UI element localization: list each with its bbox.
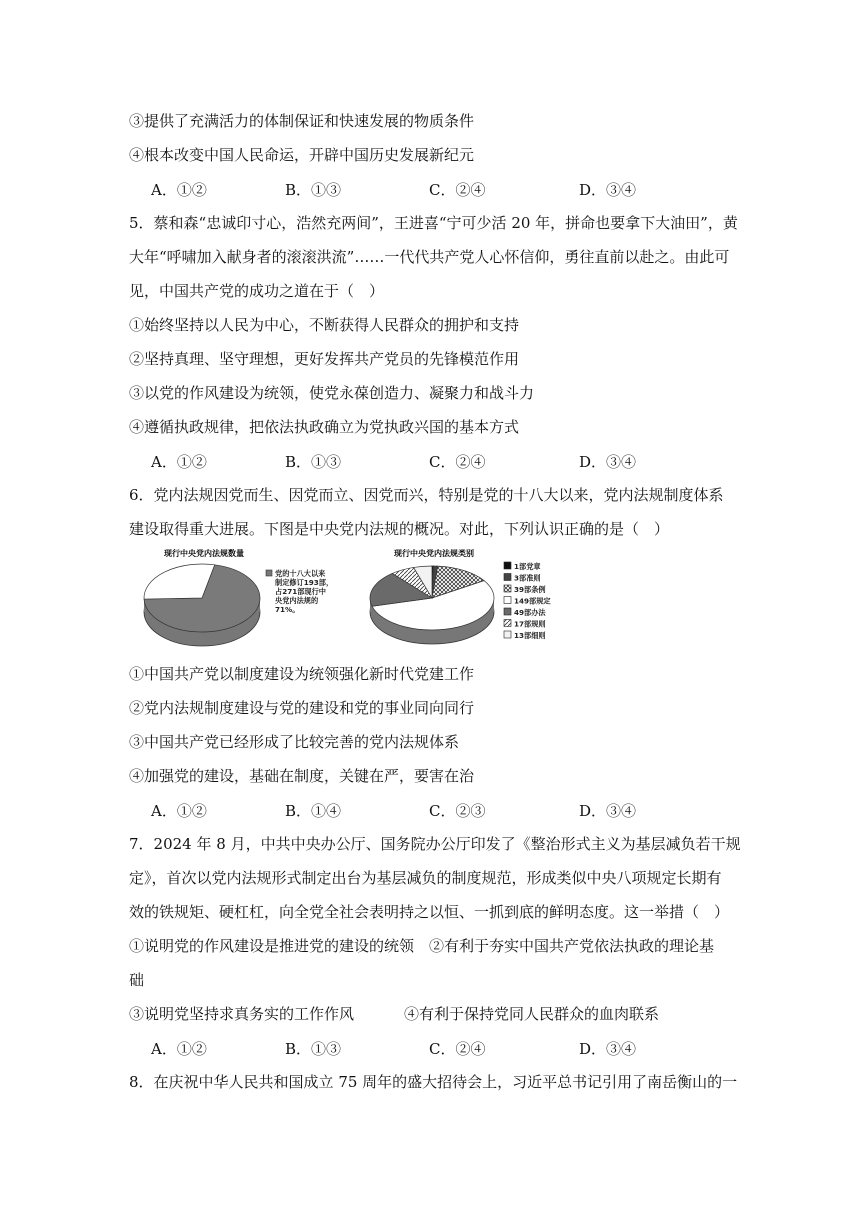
q5-stem-line-1: 5．蔡和森“忠诚印寸心，浩然充两间”，王进喜“宁可少活 20 年，拼命也要拿下大油田”，黄 — [129, 214, 738, 232]
chart-2-pie — [370, 566, 494, 644]
option-c[interactable]: C．②④ — [429, 1040, 486, 1058]
q5-statement-1: ①始终坚持以人民为中心，不断获得人民群众的拥护和支持 — [129, 316, 520, 334]
chart-2-legend-label: 13部细则 — [514, 631, 546, 640]
chart-2-legend-swatch — [504, 597, 511, 604]
chart-1-annotation-line: 党的十八大以来 — [275, 569, 326, 578]
chart-2-legend-label: 1部党章 — [514, 562, 541, 571]
chart-1-pie — [144, 564, 260, 646]
chart-categories — [370, 548, 551, 644]
q6-statement-1: ①中国共产党以制度建设为统领强化新时代党建工作 — [129, 665, 475, 683]
chart-2-legend-swatch — [504, 585, 511, 592]
chart-2-legend — [504, 562, 551, 640]
option-c[interactable]: C．②③ — [429, 802, 486, 820]
q6-stem-line-1: 6．党内法规因党而生、因党而立、因党而兴，特别是党的十八大以来，党内法规制度体系 — [129, 486, 724, 504]
chart-1-annotation-line: 占271部现行中 — [275, 587, 326, 596]
charts-figure — [140, 546, 560, 658]
chart-1-annotation-line: 71%。 — [275, 605, 300, 614]
chart-2-legend-swatch — [504, 620, 511, 627]
charts-svg — [140, 546, 560, 658]
q7-stem-line-2: 定》，首次以党内法规形式制定出台为基层减负的制度规范，形成类似中央八项规定长期有 — [129, 869, 722, 887]
chart-2-legend-label: 49部办法 — [514, 608, 546, 617]
option-d[interactable]: D．③④ — [579, 802, 637, 820]
option-b[interactable]: B．①③ — [285, 1040, 342, 1058]
chart-2-legend-swatch — [504, 574, 511, 581]
chart-1-annotation-line: 制定修订193部， — [275, 578, 334, 587]
q7-options — [151, 1038, 711, 1058]
chart-2-legend-label: 3部准则 — [514, 573, 541, 583]
option-d[interactable]: D．③④ — [579, 1040, 637, 1058]
q7-stem-line-3: 效的铁规矩、硬杠杠，向全党全社会表明持之以恒、一抓到底的鲜明态度。这一举措（ ） — [129, 903, 730, 921]
q5-statement-3: ③以党的作风建设为统领，使党永葆创造力、凝聚力和战斗力 — [129, 384, 535, 402]
q5-stem-line-3: 见，中国共产党的成功之道在于（ ） — [129, 282, 385, 300]
chart-2-legend-label: 17部规则 — [514, 619, 546, 629]
option-c[interactable]: C．②④ — [429, 453, 486, 471]
chart-2-legend-swatch — [504, 631, 511, 638]
q5-stem-line-2: 大年“呼啸加入献身者的滚滚洪流”……一代代共产党人心怀信仰，勇往直前以赴之。由此可 — [129, 248, 730, 266]
option-d[interactable]: D．③④ — [579, 181, 637, 199]
q5-statement-2: ②坚持真理、坚守理想，更好发挥共产党员的先锋模范作用 — [129, 350, 520, 368]
chart-1-annotation — [266, 569, 333, 614]
option-d[interactable]: D．③④ — [579, 453, 637, 471]
chart-1-legend-swatch — [266, 570, 272, 576]
option-a[interactable]: A．①② — [151, 453, 207, 471]
q5-options — [151, 451, 711, 471]
chart-2-legend-label: 39部条例 — [514, 585, 546, 594]
option-a[interactable]: A．①② — [151, 1040, 207, 1058]
q4-statement-4: ④根本改变中国人民命运，开辟中国历史发展新纪元 — [129, 146, 475, 164]
chart-2-legend-swatch — [504, 562, 511, 569]
q6-options — [151, 800, 711, 820]
option-a[interactable]: A．①② — [151, 181, 207, 199]
q8-stem-line-1: 8．在庆祝中华人民共和国成立 75 周年的盛大招待会上，习近平总书记引用了南岳衡山的一 — [129, 1073, 738, 1091]
q5-statement-4: ④遵循执政规律，把依法执政确立为党执政兴国的基本方式 — [129, 418, 520, 436]
chart-2-legend-swatch — [504, 608, 511, 615]
chart-2-legend-label: 149部规定 — [514, 596, 551, 606]
q4-options — [151, 179, 711, 199]
option-b[interactable]: B．①③ — [285, 181, 342, 199]
q6-statement-2: ②党内法规制度建设与党的建设和党的事业同向同行 — [129, 699, 475, 717]
q7-statement-3: ③说明党坚持求真务实的工作作风 — [129, 1005, 355, 1023]
chart-2-title: 现行中央党内法规类别 — [394, 549, 474, 558]
q6-statement-4: ④加强党的建设，基础在制度，关键在严，要害在治 — [129, 767, 475, 785]
q7-statement-4: ④有利于保持党同人民群众的血肉联系 — [404, 1005, 660, 1023]
chart-1-title: 现行中央党内法规数量 — [164, 549, 244, 558]
option-b[interactable]: B．①③ — [285, 453, 342, 471]
option-b[interactable]: B．①④ — [285, 802, 342, 820]
q6-statement-3: ③中国共产党已经形成了比较完善的党内法规体系 — [129, 733, 460, 751]
q6-stem-line-2: 建设取得重大进展。下图是中央党内法规的概况。对此，下列认识正确的是（ ） — [129, 520, 670, 538]
chart-1-annotation-line: 央党内法规的 — [275, 596, 319, 605]
option-c[interactable]: C．②④ — [429, 181, 486, 199]
q7-statements-1-2: ①说明党的作风建设是推进党的建设的统领 ②有利于夯实中国共产党依法执政的理论基 — [129, 937, 715, 955]
option-a[interactable]: A．①② — [151, 802, 207, 820]
q7-statements-1-2-wrap: 础 — [129, 971, 145, 989]
q4-statement-3: ③提供了充满活力的体制保证和快速发展的物质条件 — [129, 112, 475, 130]
chart-quantity — [144, 548, 333, 646]
q7-stem-line-1: 7．2024 年 8 月，中共中央办公厅、国务院办公厅印发了《整治形式主义为基层减负若干规 — [129, 835, 741, 853]
